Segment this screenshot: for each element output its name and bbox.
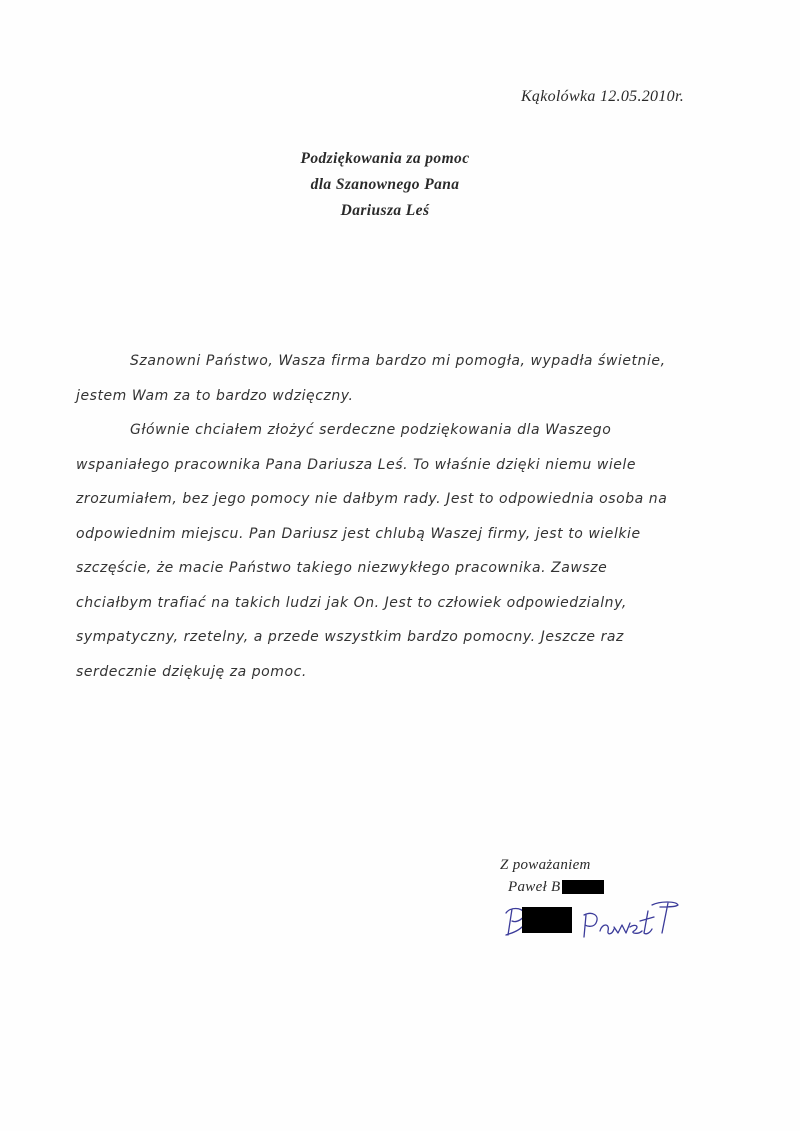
letter-title <box>220 146 550 224</box>
handwritten-signature <box>500 893 690 943</box>
body-paragraph-2: Głównie chciałem złożyć serdeczne podziękowania dla Waszego wspaniałego pracownika Pana Dariusza Leś. To właśnie dzięki niemu wiele zrozumiałem, bez jego pomocy nie dałbym rady. Jest to odpowiednia osoba na odpowiednim miejscu. Pan Dariusz jest chlubą Waszej firmy, jest to wielkie szczęście, że macie Państwo takiego niezwykłego pracownika. Zawsze chciałbym trafiać na takich ludzi jak On. Jest to człowiek odpowiedzialny, sympatyczny, rzetelny, a przede wszystkim bardzo pomocny. Jeszcze raz serdecznie dziękuję za pomoc. <box>76 422 668 680</box>
body-paragraph-1: Szanowni Państwo, Wasza firma bardzo mi pomogła, wypadła świetnie, jestem Wam za to bardzo wdzięczny. <box>76 353 666 404</box>
signer-name: Paweł B <box>508 879 561 895</box>
closing-salutation: Z poważaniem <box>500 857 591 873</box>
place-date: Kąkolówka 12.05.2010r. <box>520 88 684 105</box>
redaction-bar <box>562 880 604 894</box>
title-line-2: dla Szanownego Pana <box>310 176 460 193</box>
closing-block <box>500 854 604 898</box>
signature-redaction-bar <box>522 907 572 933</box>
title-line-1: Podziękowania za pomoc <box>300 150 470 167</box>
title-line-3: Dariusza Leś <box>340 202 430 219</box>
letter-body <box>76 344 688 689</box>
